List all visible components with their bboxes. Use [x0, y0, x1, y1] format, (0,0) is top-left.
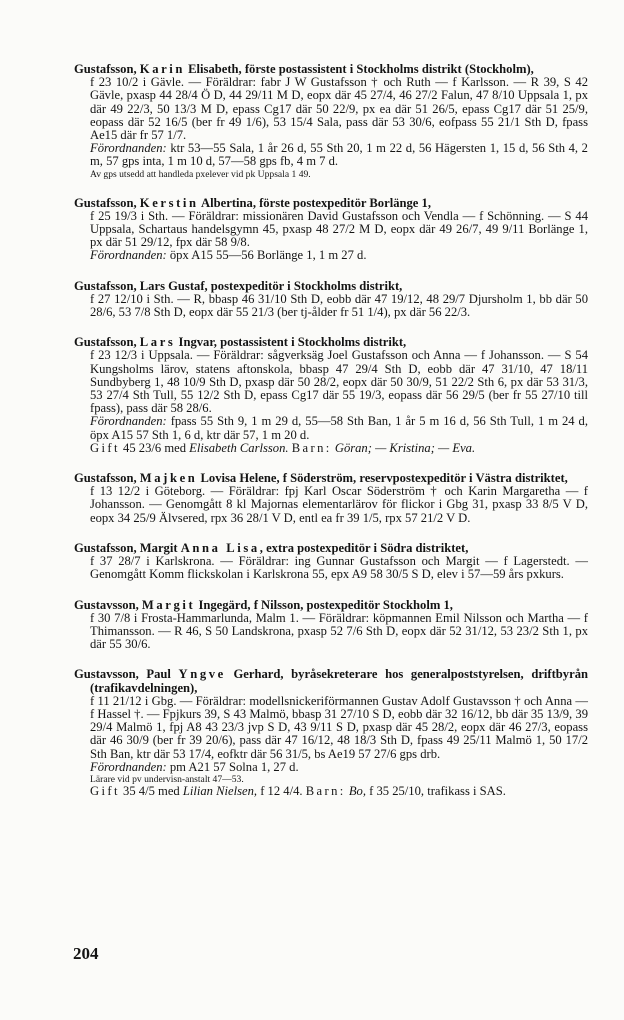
entry-heading: Gustavsson, Margit Ingegärd, f Nilsson, postexpeditör Stockholm 1,	[74, 597, 453, 612]
entry-kerstin-gustafsson	[74, 197, 588, 263]
entry-body	[74, 76, 588, 179]
entry-anna-lisa-gustafsson	[74, 542, 588, 582]
entry-heading: Gustavsson, Paul Yngve Gerhard, byråsekreterare hos generalpoststyrelsen, driftbyrån (trafikavdelningen),	[74, 667, 588, 695]
entry-text: f 25 19/3 i Sth. — Föräldrar: missionären David Gustafsson och Vendla — f Schönning. — S 44 Uppsala, Schartaus handelsgymn 45, pxasp 48 27/2 M D, eopx där 49 26/7, 49 9/11 Borlänge 1, px där 51 29/12, fpx där 58 9/8.	[90, 208, 588, 250]
entry-body	[74, 485, 588, 525]
entry-body	[74, 612, 588, 652]
entry-text: f 23 12/3 i Uppsala. — Föräldrar: sågverksäg Joel Gustafsson och Anna — f Johansson. — S 54 Kungsholms lärov, statens aftonskola, bbasp 47 29/4 Sth D, eobb där 47 31/10, 47 18/11 Sundbyberg 1, 48 10/9 Sth D, pxasp där 50 28/2, eopx där 50 30/9, 51 22/2 Sth 6, px där 53 31/3, 53 27/4 Sth Tull, 55 12/2 Sth D, epass Cg17 där 55 19/3, eopass där 56 29/5 (ber fr 55 27/10 till fpass), pass där 58 28/6.	[90, 348, 588, 416]
entry-heading: Gustafsson, Karin Elisabeth, förste postassistent i Stockholms distrikt (Stockholm),	[74, 62, 534, 76]
entry-text: f 30 7/8 i Frosta-Hammarlunda, Malm 1. — Föräldrar: köpmannen Emil Nilsson och Martha — f Thimansson. — R 46, S 50 Landskrona, pxasp 52 7/6 Sth D, eopx där 52 31/12, 53 23/2 Sth 1, px där 55 30/6.	[90, 610, 588, 652]
entry-family: Gift 35 4/5 med Lilian Nielsen, f 12 4/4. Barn: Bo, f 35 25/10, trafikass i SAS.	[90, 783, 506, 798]
biography-entries	[74, 63, 588, 815]
entry-heading: Gustafsson, Kerstin Albertina, förste postexpeditör Borlänge 1,	[74, 195, 431, 210]
entry-text: f 13 12/2 i Göteborg. — Föräldrar: fpj Karl Oscar Söderström † och Karin Margaretha — f Johansson. — Genomgått 8 kl Majornas elementarlärov för flickor i Gbg 31, pxasp 33 8/5 V D, eopx 34 25/9 Älvsered, rpx 36 28/1 V D, entl ea fr 39 1/5, rpx 57 21/2 V D.	[90, 484, 588, 525]
entry-note: Lärare vid pv undervisn-anstalt 47—53.	[90, 773, 244, 785]
entry-yngve-gustavsson	[74, 668, 588, 798]
entry-heading: Gustafsson, Lars Gustaf, postexpeditör i Stockholms distrikt,	[74, 278, 403, 293]
entry-note: Av gps utsedd att handleda pxelever vid pk Uppsala 1 49.	[90, 168, 311, 180]
entry-heading: Gustafsson, Margit Anna Lisa, extra postexpeditör i Södra distriktet,	[74, 540, 469, 555]
entry-lars-ingvar-gustafsson	[74, 336, 588, 455]
entry-lars-gustaf-gustafsson	[74, 280, 588, 320]
entry-karin-gustafsson	[74, 63, 588, 180]
entry-text: f 11 21/12 i Gbg. — Föräldrar: modellsnickeriförmannen Gustav Adolf Gustavsson † och Anna — f Hassel †. — Fpjkurs 39, S 43 Malmö, bbasp 31 27/10 S D, eobb där 32 16/12, bb där 35 13/9, 39 29/4 Malmö 1, fpj A8 43 23/3 jvp S D, 43 9/11 S D, pxasp där 45 28/2, eopx där 46 27/3, eopass där 46 30/9 (ber fr 39 20/6), pass där 47 16/12, 48 18/3 Sth D, fpass 49 25/11 Malmö 1, 50 17/2 Sth Ban, ktr där 53 17/4, eofktr där 56 31/5, bs Ae19 57 27/6 gps drb.	[90, 693, 588, 761]
entry-heading: Gustafsson, Majken Lovisa Helene, f Söderström, reservpostexpeditör i Västra distriktet,	[74, 471, 568, 486]
entry-margit-gustavsson	[74, 599, 588, 652]
entry-appointments: Förordnanden: pm A21 57 Solna 1, 27 d.	[90, 759, 299, 774]
entry-text: f 37 28/7 i Karlskrona. — Föräldrar: ing Gunnar Gustafsson och Margit — f Lagerstedt. — Genomgått Komm flickskolan i Karlskrona 55, epx A9 58 30/5 S D, elev i 57—59 års pxkurs.	[90, 554, 588, 582]
entry-majken-gustafsson	[74, 472, 588, 525]
entry-family: Gift 45 23/6 med Elisabeth Carlsson. Barn: Göran; — Kristina; — Eva.	[90, 440, 476, 455]
entry-appointments: Förordnanden: öpx A15 55—56 Borlänge 1, 1 m 27 d.	[90, 248, 367, 263]
entry-text: f 23 10/2 i Gävle. — Föräldrar: fabr J W Gustafsson † och Ruth — f Karlsson. — R 39, S 42 Gävle, pxasp 44 28/4 Ö D, 44 29/11 M D, eopx där 45 27/4, 46 27/2 Falun, 47 8/10 Uppsala 1, px där 49 22/3, 50 13/3 M D, epass Cg17 där 50 22/9, px ea där 51 26/5, epass Cg17 där 51 25/9, eopass där 52 16/5 (ber fr 49 1/6), 53 15/4 Sala, pass där 53 30/6, eofpass 55 21/1 Sth D, fpass Ae15 där fr 57 1/7.	[90, 75, 588, 143]
entry-appointments: Förordnanden: ktr 53—55 Sala, 1 år 26 d, 55 Sth 20, 1 m 22 d, 56 Hägersten 1, 15 d, 56 Sth 4, 2 m, 57 gps inta, 1 m 10 d, 57—58 gps fb, 4 m 7 d.	[90, 141, 588, 169]
entry-body	[74, 555, 588, 581]
entry-appointments: Förordnanden: fpass 55 Sth 9, 1 m 29 d, 55—58 Sth Ban, 1 år 5 m 16 d, 56 Sth Tull, 1 m 24 d, öpx A15 57 Sth 1, 6 d, ktr där 57, 1 m 20 d.	[90, 414, 588, 442]
entry-body	[74, 349, 588, 455]
entry-body	[74, 695, 588, 798]
entry-body	[74, 210, 588, 263]
entry-heading: Gustafsson, Lars Ingvar, postassistent i Stockholms distrikt,	[74, 335, 407, 350]
page-number: 204	[73, 944, 99, 963]
entry-body	[74, 293, 588, 319]
entry-text: f 27 12/10 i Sth. — R, bbasp 46 31/10 Sth D, eobb där 47 19/12, 48 29/7 Djursholm 1, bb där 50 28/6, 53 7/8 Sth D, eopx där 55 21/3 (ber tj-ålder fr 51 1/4), px där 56 22/3.	[90, 291, 588, 320]
